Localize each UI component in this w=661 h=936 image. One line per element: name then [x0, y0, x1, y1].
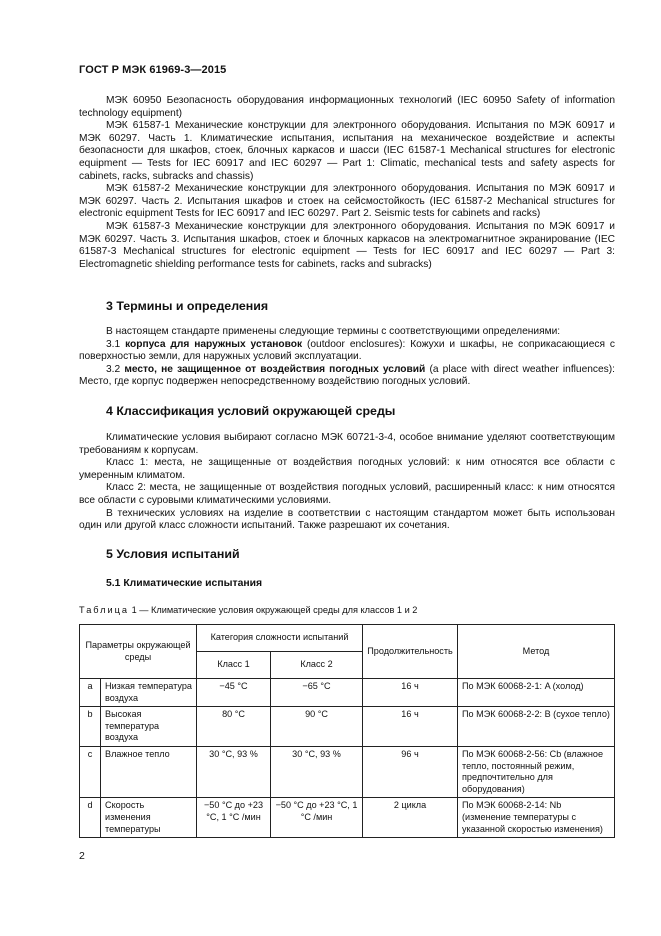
row-class-2: −65 °C: [271, 679, 363, 707]
row-method: По МЭК 60068-2-2: B (сухое тепло): [458, 707, 615, 747]
header-duration: Продолжительность: [363, 625, 458, 679]
row-method: По МЭК 60068-2-14: Nb (изменение температуры с указанной скоростью изменения): [458, 798, 615, 838]
table-row: [80, 707, 615, 747]
header-method: Метод: [458, 625, 615, 679]
term-3-2: 3.2 место, не защищенное от воздействия погодных условий (a place with direct weather influences): Место, где корпус подвержен непосредственному воздействию погодных условий.: [79, 363, 615, 388]
row-method: По МЭК 60068-2-1: A (холод): [458, 679, 615, 707]
row-duration: 96 ч: [363, 746, 458, 797]
document-header: ГОСТ Р МЭК 61969-3—2015: [79, 64, 227, 76]
section-4-paragraph: Климатические условия выбирают согласно МЭК 60721-3-4, особое внимание уделяют соответствующим требованиям к корпусам.: [79, 432, 615, 456]
row-class-2: 30 °C, 93 %: [271, 746, 363, 797]
normative-references: [79, 95, 615, 271]
row-class-1: 30 °C, 93 %: [197, 746, 271, 797]
table-row: [80, 798, 615, 838]
reference-item: МЭК 61587-3 Механические конструкции для электронного оборудования. Испытания по МЭК 60917 и МЭК 60297. Часть 3. Испытания шкафов, стоек и блочных каркасов на электромагнитное экранирование (IEC 61587-3 Mechanical structures for electronic equipment — Tests for IEC 60917 and IEC 60297 — Part 3: Electromagnetic shielding performance tests for cabinets, racks and subracks): [79, 220, 615, 270]
row-id: d: [80, 798, 101, 838]
row-param: Влажное тепло: [101, 746, 197, 797]
row-id: a: [80, 679, 101, 707]
row-class-2: 90 °C: [271, 707, 363, 747]
row-class-2: −50 °C до +23 °C, 1 °C /мин: [271, 798, 363, 838]
row-duration: 2 цикла: [363, 798, 458, 838]
section-4-body: [79, 432, 615, 533]
reference-item: МЭК 61587-2 Механические конструкции для электронного оборудования. Испытания по МЭК 60917 и МЭК 60297. Часть 2. Испытания шкафов и стоек на сейсмостойкость (IEC 61587-2 Mechanical structures for electronic equipment Tests for IEC 60917 and IEC 60297. Part 2. Seismic tests for cabinets and racks): [79, 183, 615, 220]
term-3-1: 3.1 корпуса для наружных установок (outdoor enclosures): Кожухи и шкафы, не соприкасающиеся с поверхностью земли, для наружных условий эксплуатации.: [79, 338, 615, 363]
row-param: Низкая температура воздуха: [101, 679, 197, 707]
row-class-1: −45 °C: [197, 679, 271, 707]
header-class-1: Класс 1: [197, 652, 271, 679]
section-4-paragraph: Класс 2: места, не защищенные от воздействия погодных условий, расширенный класс: к ним относятся все области с суровыми климатическими условиями.: [79, 482, 615, 506]
row-id: c: [80, 746, 101, 797]
row-class-1: −50 °C до +23 °C, 1 °C /мин: [197, 798, 271, 838]
table-caption: Таблица 1 — Климатические условия окружающей среды для классов 1 и 2: [79, 605, 418, 615]
row-class-1: 80 °C: [197, 707, 271, 747]
header-params: Параметры окружающей среды: [80, 625, 197, 679]
section-4-title: 4 Классификация условий окружающей среды: [106, 404, 396, 418]
section-3-intro: В настоящем стандарте применены следующие термины с соответствующими определениями:: [106, 326, 561, 337]
section-3-body: [79, 326, 615, 389]
section-4-paragraph: В технических условиях на изделие в соответствии с настоящим стандартом может быть использован один или другой класс сложности испытаний. Также разрешают их сочетания.: [79, 507, 615, 532]
reference-item: МЭК 60950 Безопасность оборудования информационных технологий (IEC 60950 Safety of information technology equipment): [79, 95, 615, 119]
section-4-paragraph: Класс 1: места, не защищенные от воздействия погодных условий: к ним относятся все области с умеренным климатом.: [79, 457, 615, 481]
row-id: b: [80, 707, 101, 747]
header-class-2: Класс 2: [271, 652, 363, 679]
table-row: [80, 746, 615, 797]
page-number: 2: [79, 850, 85, 862]
subsection-5-1-title: 5.1 Климатические испытания: [106, 578, 263, 589]
row-param: Высокая температура воздуха: [101, 707, 197, 747]
section-3-title: 3 Термины и определения: [106, 299, 269, 313]
row-duration: 16 ч: [363, 679, 458, 707]
table-row: [80, 679, 615, 707]
reference-item: МЭК 61587-1 Механические конструкции для электронного оборудования. Испытания по МЭК 60917 и МЭК 60297. Часть 1. Климатические испытания, испытания на механическое воздействие и аспекты безопасности для шкафов, стоек, блочных каркасов и шасси (IEC 61587-1 Mechanical structures for electronic equipment — Tests for IEC 60917 and IEC 60297 — Part 1: Climatic, mechanical tests and safety aspects for cabinets, racks, subracks and chassis): [79, 120, 615, 182]
row-param: Скорость изменения температуры: [101, 798, 197, 838]
term-3-2-name: место, не защищенное от воздействия погодных условий: [124, 363, 426, 375]
header-category: Категория сложности испытаний: [197, 625, 363, 652]
row-method: По МЭК 60068-2-56: Cb (влажное тепло, постоянный режим, предпочтительно для оборудования): [458, 746, 615, 797]
row-duration: 16 ч: [363, 707, 458, 747]
climatic-conditions-table: [79, 624, 615, 838]
term-3-1-name: корпуса для наружных установок: [125, 338, 303, 350]
section-5-title: 5 Условия испытаний: [106, 547, 240, 561]
